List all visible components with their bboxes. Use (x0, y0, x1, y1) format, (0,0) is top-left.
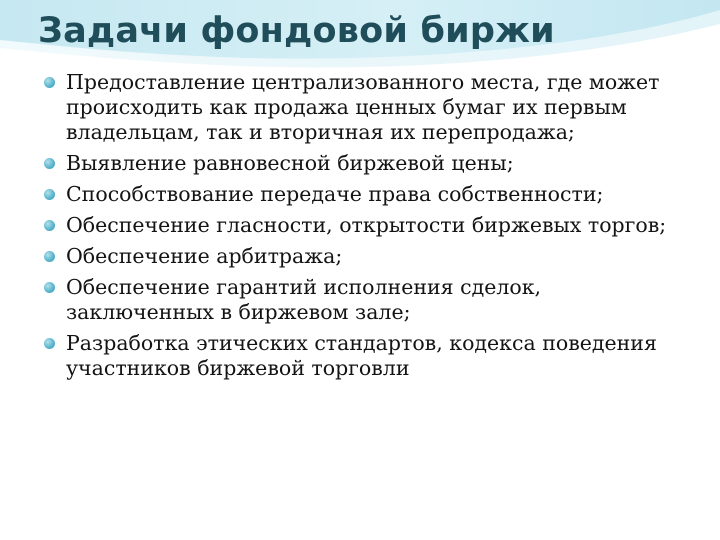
bullet-list (44, 70, 674, 387)
bullet-item (44, 182, 674, 207)
round-bullet-icon (44, 189, 55, 200)
bullet-item (44, 331, 674, 381)
round-bullet-icon (44, 282, 55, 293)
bullet-item (44, 244, 674, 269)
bullet-item (44, 151, 674, 176)
bullet-item (44, 213, 674, 238)
round-bullet-icon (44, 77, 55, 88)
bullet-text: Разработка этических стандартов, кодекса поведения участников биржевой торговли (66, 331, 657, 380)
round-bullet-icon (44, 158, 55, 169)
bullet-text: Способствование передаче права собственности; (66, 182, 604, 206)
bullet-text: Обеспечение гарантий исполнения сделок, заключенных в биржевом зале; (66, 275, 542, 324)
bullet-text: Обеспечение арбитража; (66, 244, 343, 268)
bullet-text: Предоставление централизованного места, где может происходить как продажа ценных бумаг их первым владельцам, так и вторичная их перепродажа; (66, 70, 660, 144)
bullet-item (44, 70, 674, 145)
page-title: Задачи фондовой биржи (38, 11, 555, 51)
bullet-text: Выявление равновесной биржевой цены; (66, 151, 514, 175)
round-bullet-icon (44, 338, 55, 349)
round-bullet-icon (44, 251, 55, 262)
bullet-text: Обеспечение гласности, открытости биржевых торгов; (66, 213, 667, 237)
round-bullet-icon (44, 220, 55, 231)
bullet-item (44, 275, 674, 325)
